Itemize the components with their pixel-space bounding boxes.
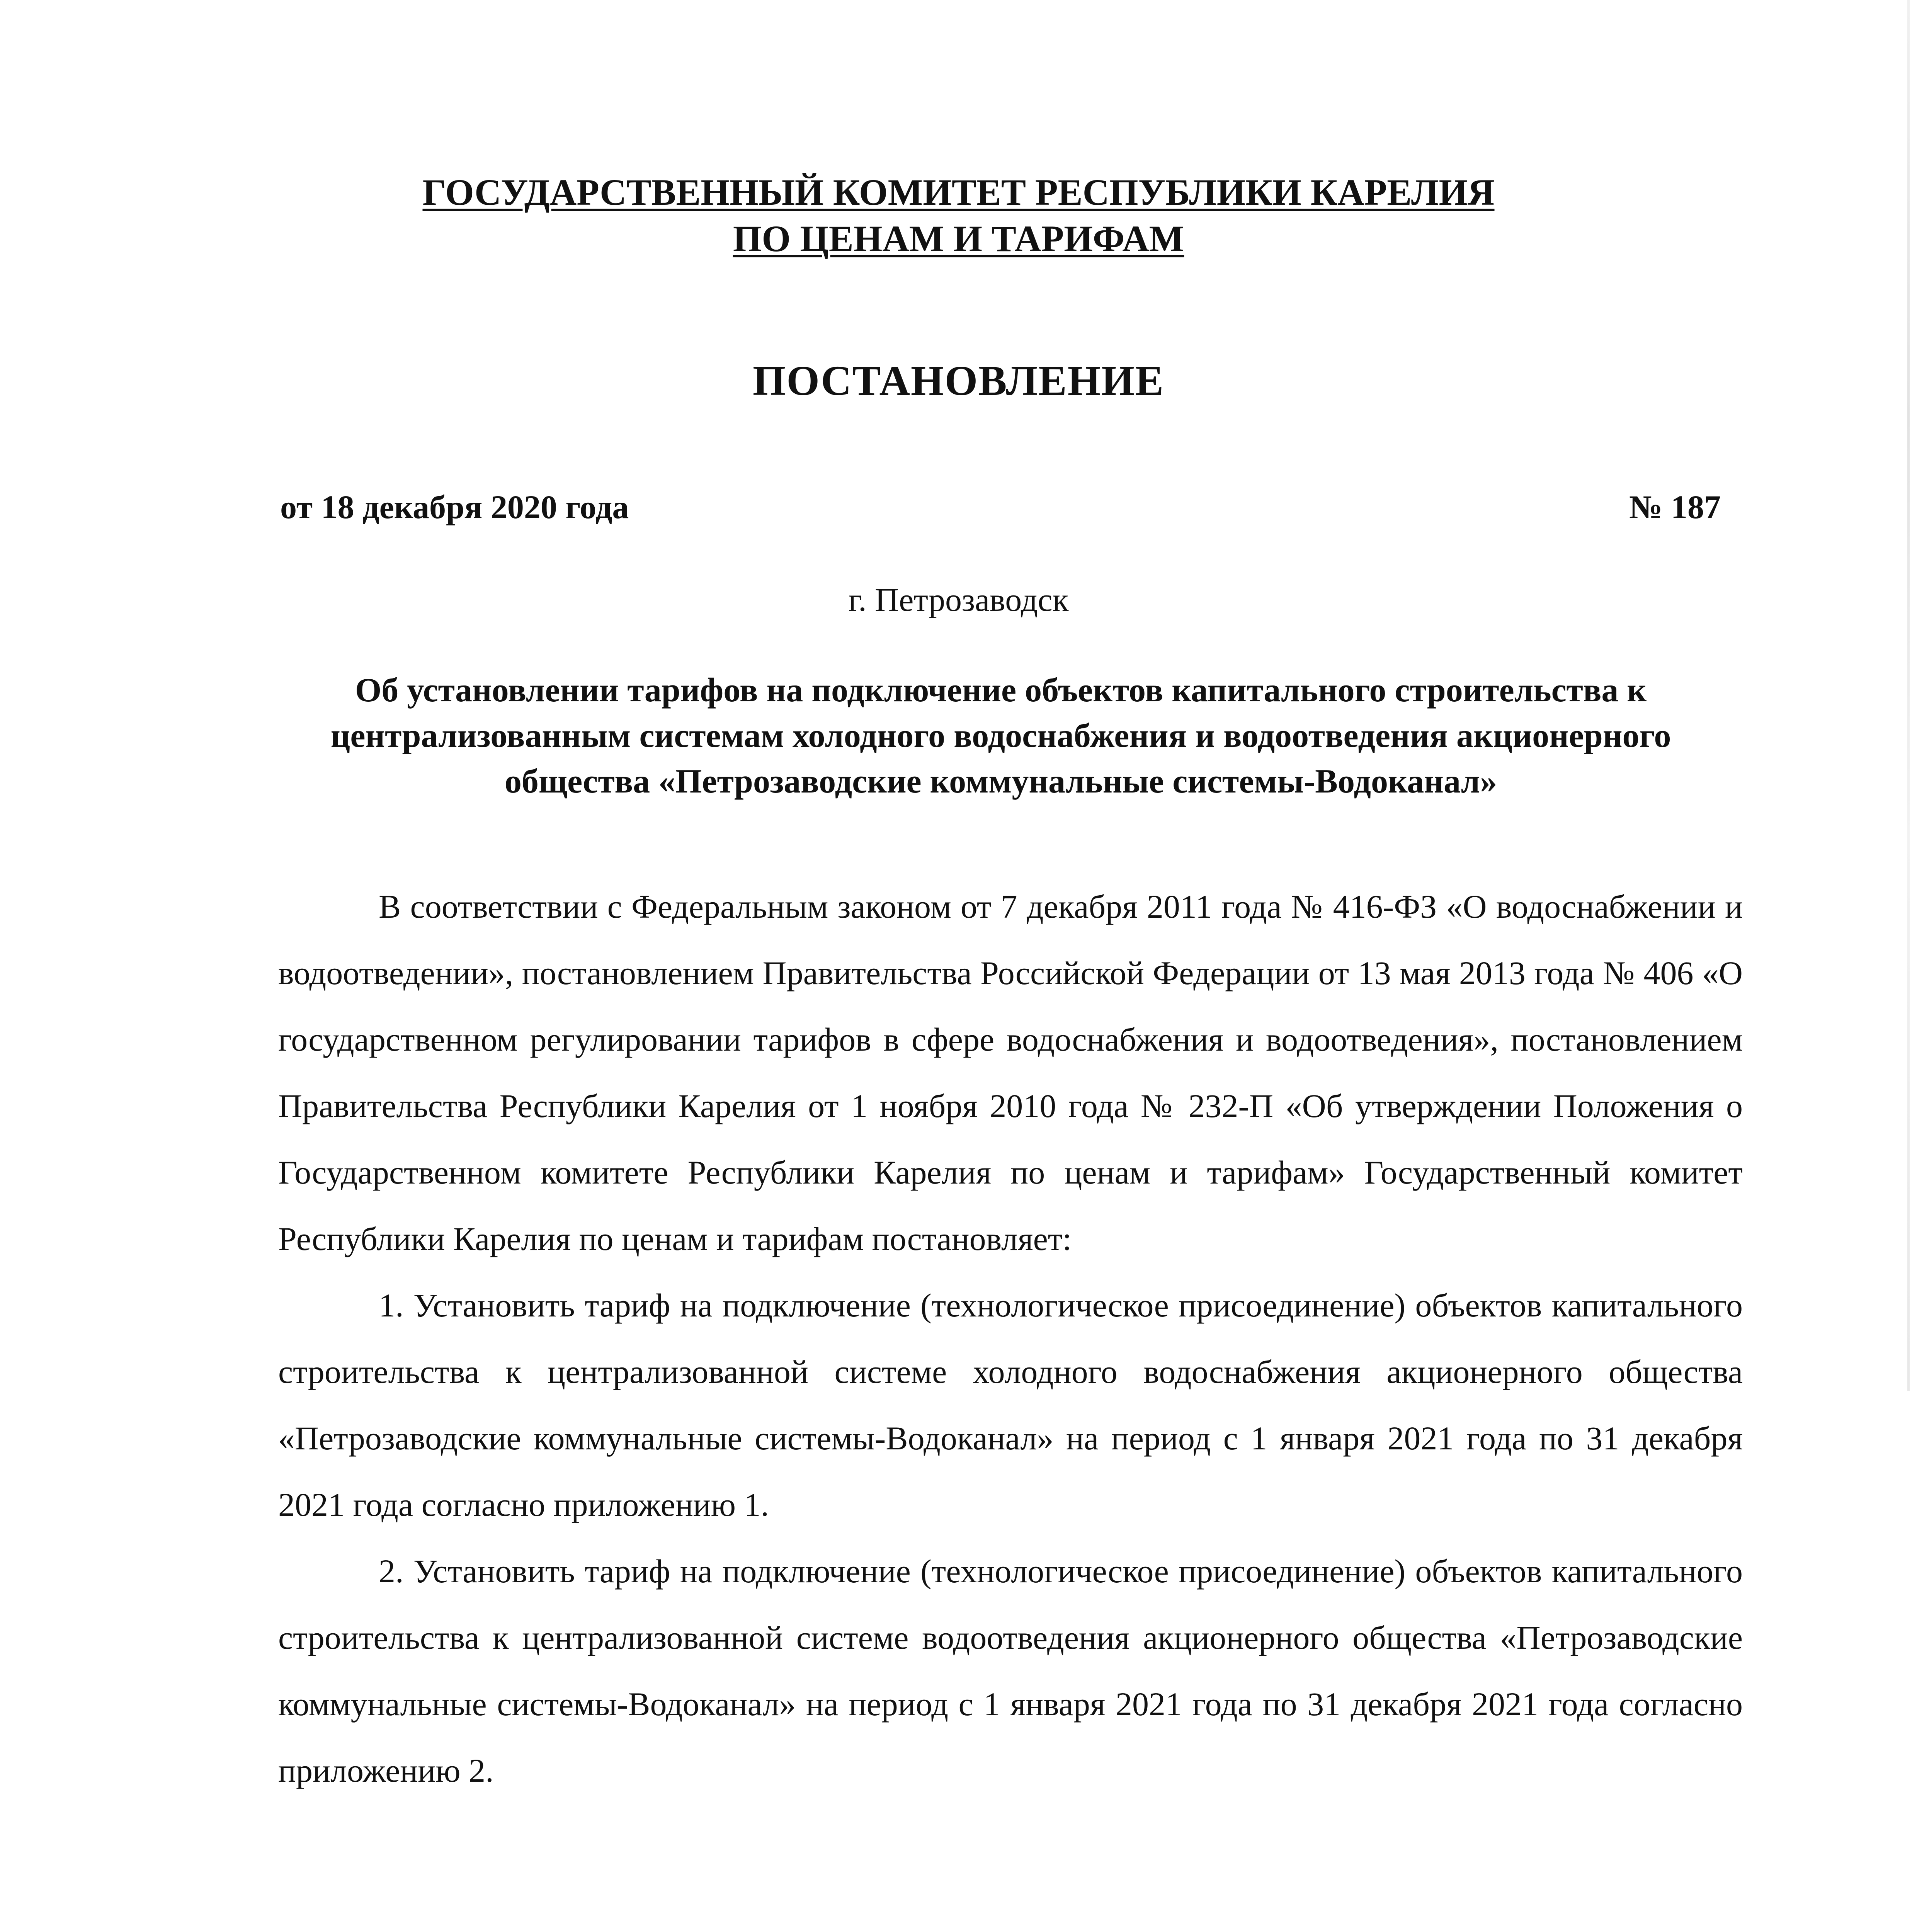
preamble-paragraph: В соответствии с Федеральным законом от 7 декабря 2011 года № 416-ФЗ «О водоснабжении и водоотведении», постановлением Правительства Российской Федерации от 13 мая 2013 года № 406 «О государственном регулировании тарифов в сфере водоснабжения и водоотведения», постановлением Правительства Республики Карелия от 1 ноября 2010 года № 232-П «Об утверждении Положения о Государственном комитете Республики Карелия по ценам и тарифам» Государственный комитет Республики Карелия по ценам и тарифам постановляет: (278, 888, 1743, 1257)
document-body (278, 873, 1743, 1804)
document-number: № 187 (1629, 488, 1721, 526)
document-title: Об установлении тарифов на подключение объектов капитального строительства к централизованным системам холодного водоснабжения и водоотведения акционерного общества «Петрозаводские коммунальные системы-Водоканал» (330, 672, 1671, 800)
organization-header (0, 169, 1917, 262)
resolution-item-1: 1. Установить тариф на подключение (технологическое присоединение) объектов капитального строительства к централизованной системе холодного водоснабжения акционерного общества «Петрозаводские коммунальные системы-Водоканал» на период с 1 января 2021 года по 31 декабря 2021 года согласно приложению 1. (278, 1287, 1743, 1523)
document-date: от 18 декабря 2020 года (280, 488, 629, 526)
organization-name-line1: ГОСУДАРСТВЕННЫЙ КОМИТЕТ РЕСПУБЛИКИ КАРЕЛИЯ (422, 172, 1495, 213)
resolution-item-2: 2. Установить тариф на подключение (технологическое присоединение) объектов капитального строительства к централизованной системе водоотведения акционерного общества «Петрозаводские коммунальные системы-Водоканал» на период с 1 января 2021 года по 31 декабря 2021 года согласно приложению 2. (278, 1553, 1743, 1789)
organization-name-line2: ПО ЦЕНАМ И ТАРИФАМ (733, 218, 1184, 259)
document-type: ПОСТАНОВЛЕНИЕ (752, 357, 1165, 404)
document-city: г. Петрозаводск (848, 581, 1069, 618)
